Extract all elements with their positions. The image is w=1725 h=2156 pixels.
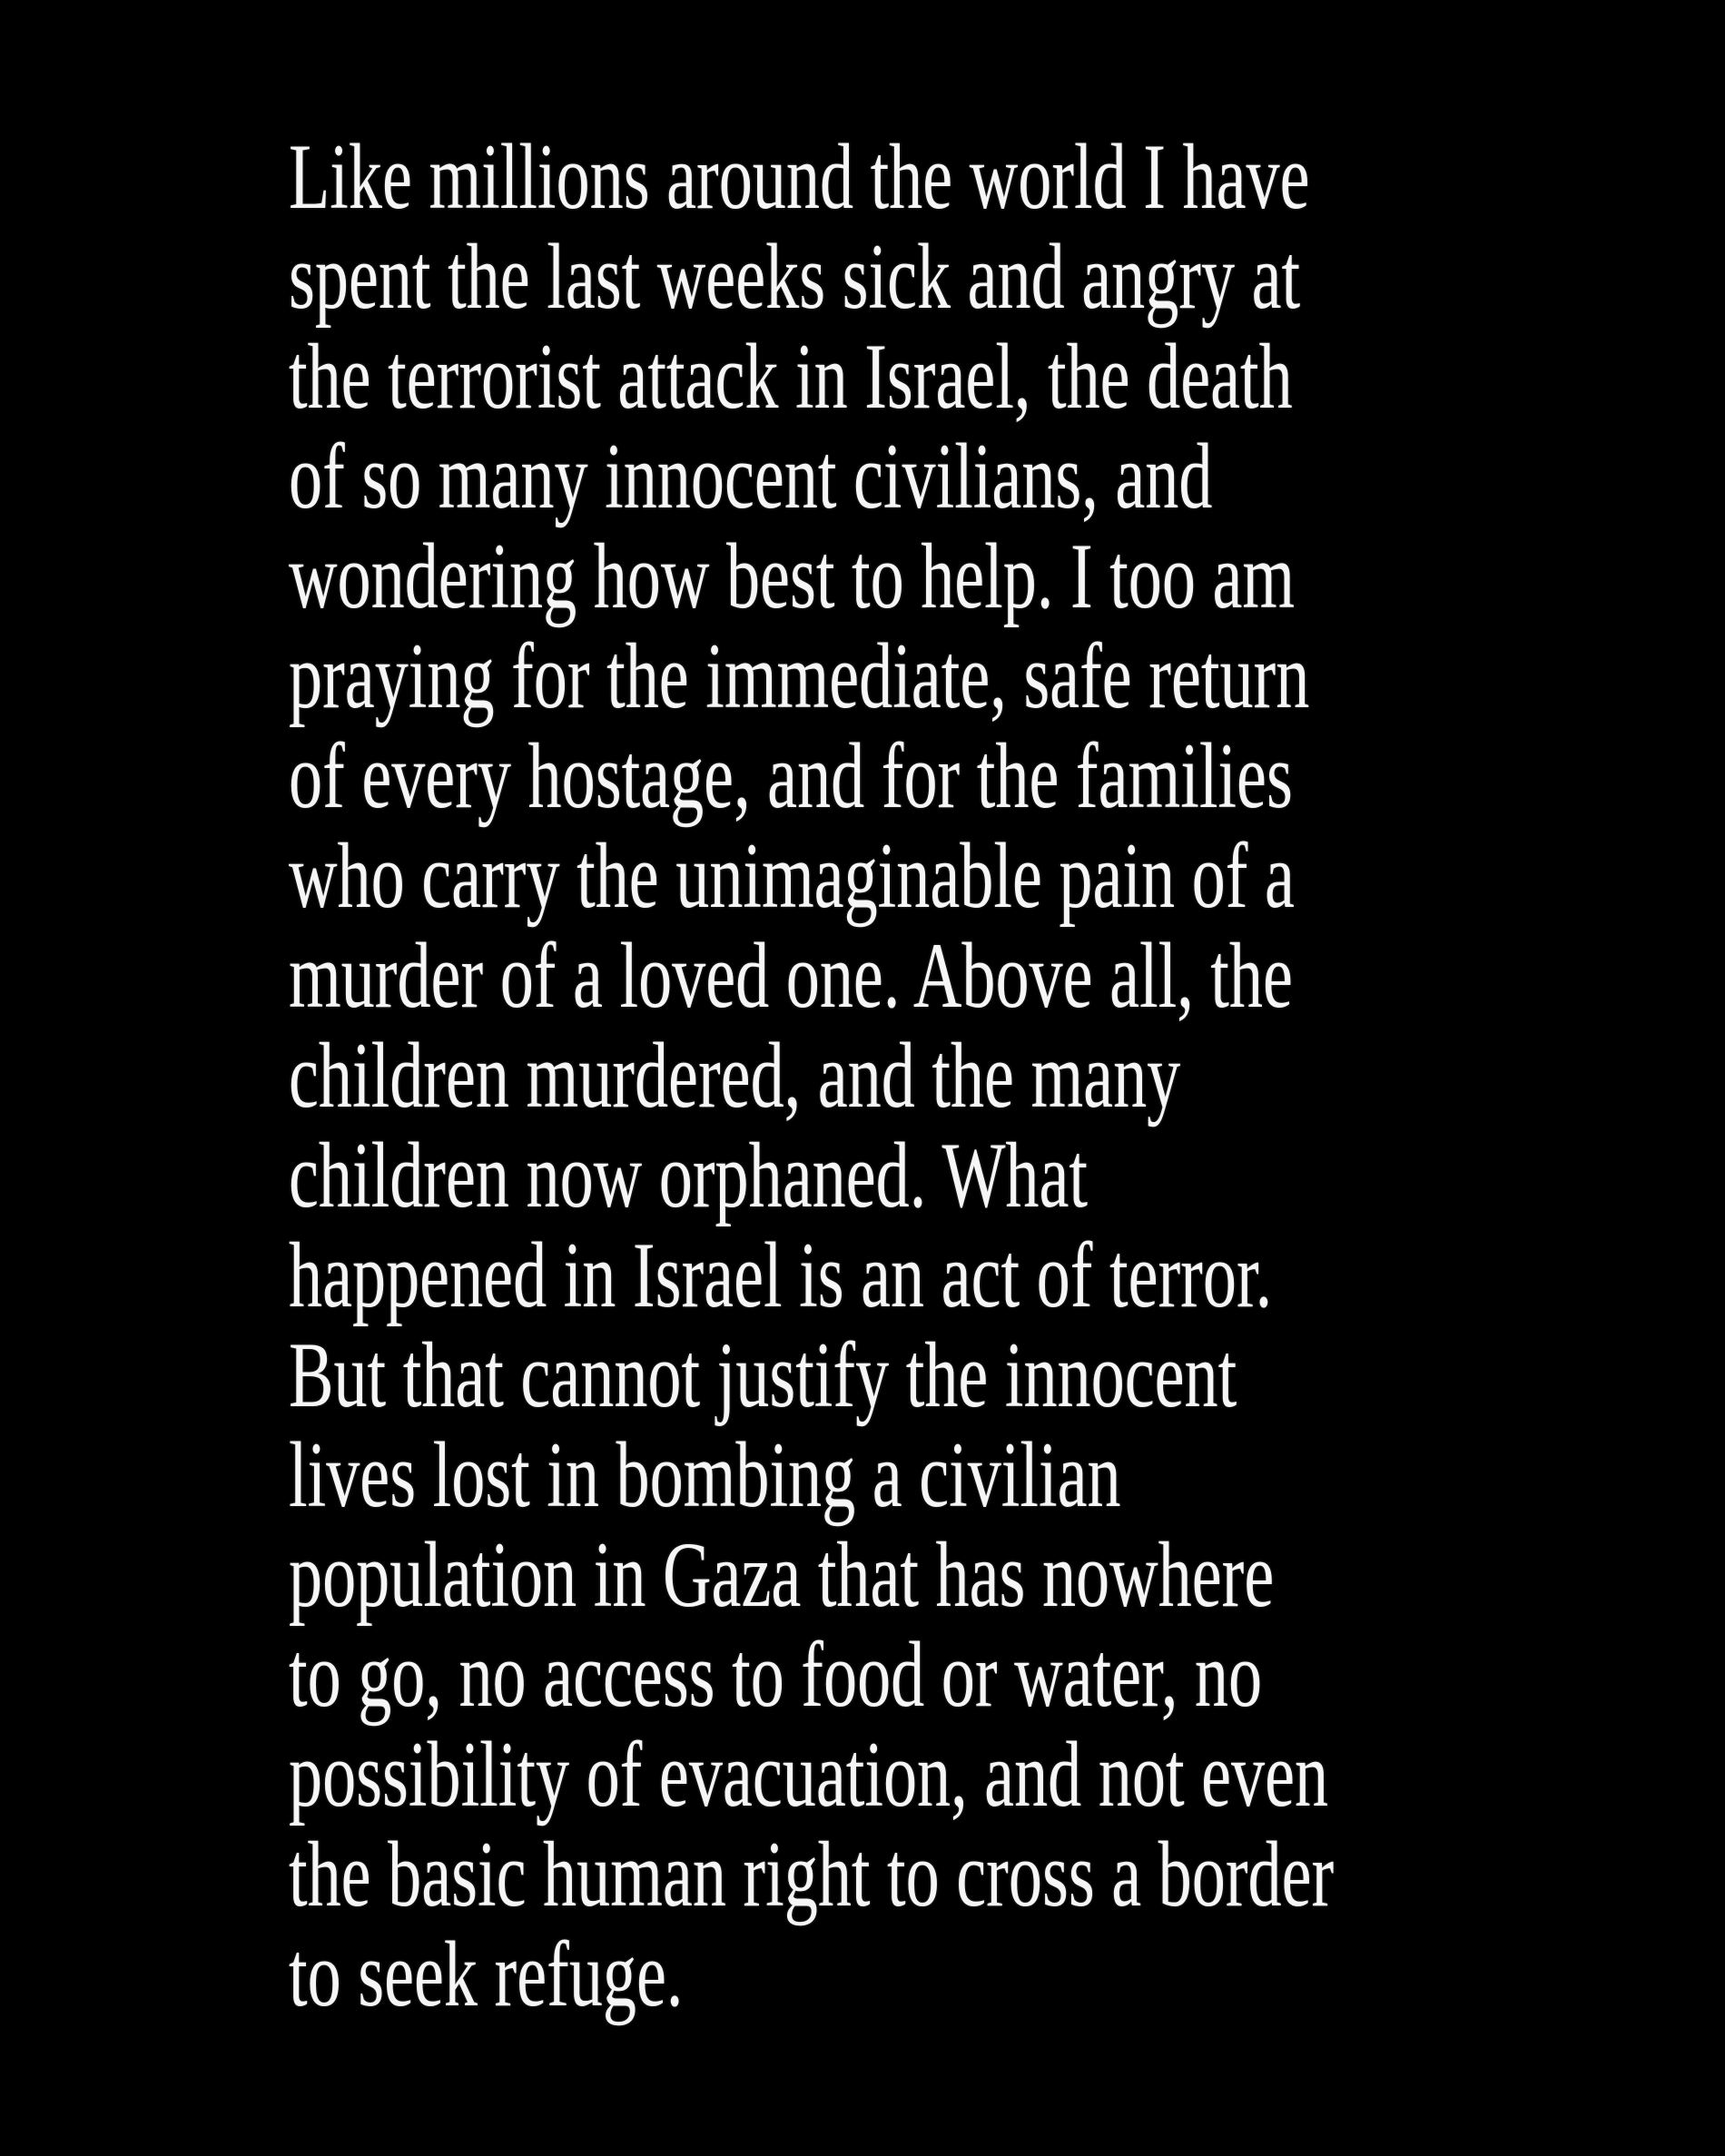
statement-line-8: who carry the unimaginable pain of a <box>289 824 1295 928</box>
statement-line-13: But that cannot justify the innocent <box>289 1324 1237 1427</box>
statement-line-1: Like millions around the world I have <box>289 125 1310 229</box>
statement-line-6: praying for the immediate, safe return <box>289 625 1310 728</box>
statement-line-16: to go, no access to food or water, no <box>289 1623 1263 1727</box>
statement-line-4: of so many innocent civilians, and <box>289 425 1213 528</box>
statement-line-11: children now orphaned. What <box>289 1124 1089 1227</box>
statement-text <box>289 127 1334 2024</box>
statement-line-19: to seek refuge. <box>289 1923 684 2026</box>
statement-line-5: wondering how best to help. I too am <box>289 525 1296 628</box>
statement-line-9: murder of a loved one. Above all, the <box>289 924 1293 1028</box>
statement-line-7: of every hostage, and for the families <box>289 724 1293 828</box>
statement-line-17: possibility of evacuation, and not even <box>289 1723 1329 1826</box>
statement-line-12: happened in Israel is an act of terror. <box>289 1224 1273 1327</box>
statement-line-14: lives lost in bombing a civilian <box>289 1423 1121 1527</box>
statement-line-3: the terrorist attack in Israel, the death <box>289 325 1293 428</box>
statement-line-18: the basic human right to cross a border <box>289 1823 1335 1926</box>
statement-line-15: population in Gaza that has nowhere <box>289 1523 1275 1627</box>
statement-line-10: children murdered, and the many <box>289 1024 1181 1127</box>
statement-line-2: spent the last weeks sick and angry at <box>289 225 1301 329</box>
